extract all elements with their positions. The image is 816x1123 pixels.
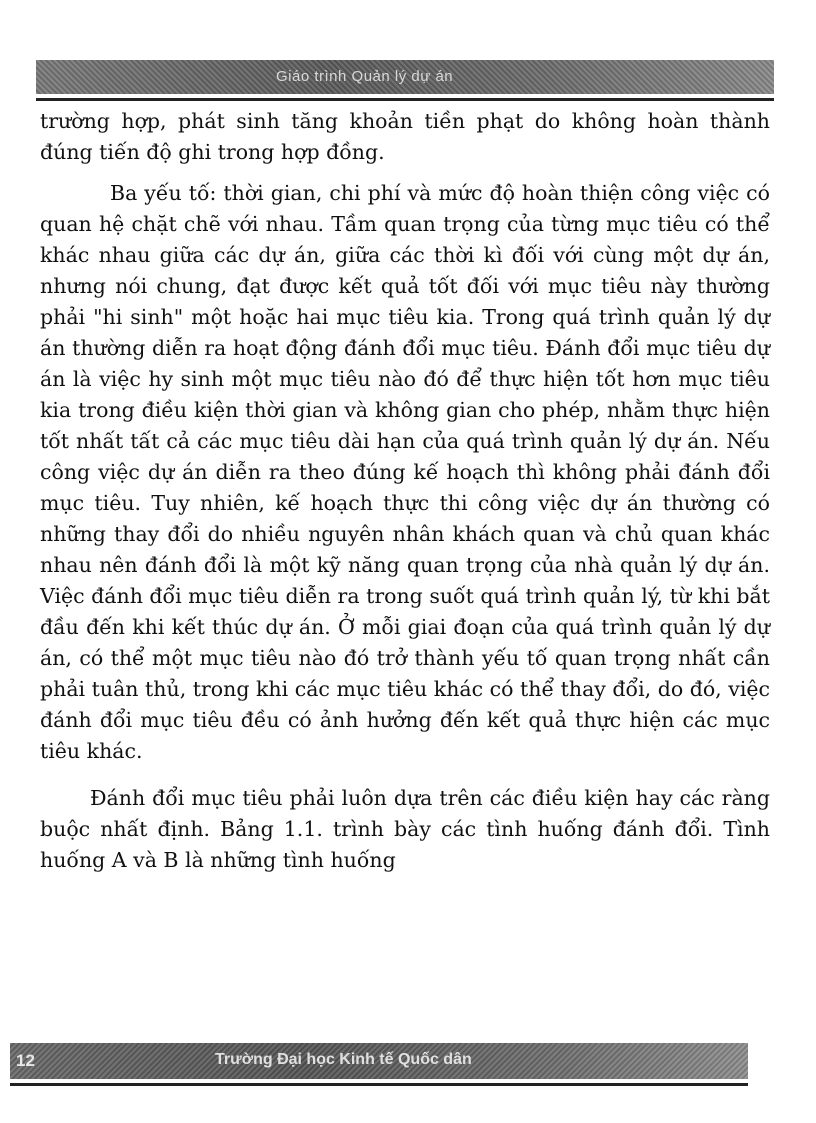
paragraph-continuation: trường hợp, phát sinh tăng khoản tiền phạt do không hoàn thành đúng tiến độ ghi trong hợp đồng. — [40, 109, 770, 164]
page-number: 12 — [16, 1051, 35, 1070]
running-footer — [10, 1043, 748, 1079]
page-body — [40, 106, 770, 876]
running-header — [36, 60, 774, 94]
footer-rule — [10, 1083, 748, 1086]
running-header-title: Giáo trình Quản lý dự án — [276, 68, 454, 85]
paragraph-constraints: Đánh đổi mục tiêu phải luôn dựa trên các điều kiện hay các ràng buộc nhất định. Bảng 1.1. trình bày các tình huống đánh đổi. Tình huống A và B là những tình huống — [40, 786, 770, 872]
paragraph-tradeoff: Ba yếu tố: thời gian, chi phí và mức độ hoàn thiện công việc có quan hệ chặt chẽ với nhau. Tầm quan trọng của từng mục tiêu có thể khác nhau giữa các dự án, giữa các thời kì đối với cùng một dự án, nhưng nói chung, đạt được kết quả tốt đối với mục tiêu này thường phải "hi sinh" một hoặc hai mục tiêu kia. Trong quá trình quản lý dự án thường diễn ra hoạt động đánh đổi mục tiêu. Đánh đổi mục tiêu dự án là việc hy sinh một mục tiêu nào đó để thực hiện tốt hơn mục tiêu kia trong điều kiện thời gian và không gian cho phép, nhằm thực hiện tốt nhất tất cả các mục tiêu dài hạn của quá trình quản lý dự án. Nếu công việc dự án diễn ra theo đúng kế hoạch thì không phải đánh đổi mục tiêu. Tuy nhiên, kế hoạch thực thi công việc dự án thường có những thay đổi do nhiều nguyên nhân khách quan và chủ quan khác nhau nên đánh đổi là một kỹ năng quan trọng của nhà quản lý dự án. Việc đánh đổi mục tiêu diễn ra trong suốt quá trình quản lý, từ khi bắt đầu đến khi kết thúc dự án. Ở mỗi giai đoạn của quá trình quản lý dự án, có thể một mục tiêu nào đó trở thành yếu tố quan trọng nhất cần phải tuân thủ, trong khi các mục tiêu khác có thể thay đổi, do đó, việc đánh đổi mục tiêu đều có ảnh hưởng đến kết quả thực hiện các mục tiêu khác. — [40, 181, 770, 763]
header-rule — [36, 98, 774, 101]
publisher-name: Trường Đại học Kinh tế Quốc dân — [215, 1051, 472, 1068]
